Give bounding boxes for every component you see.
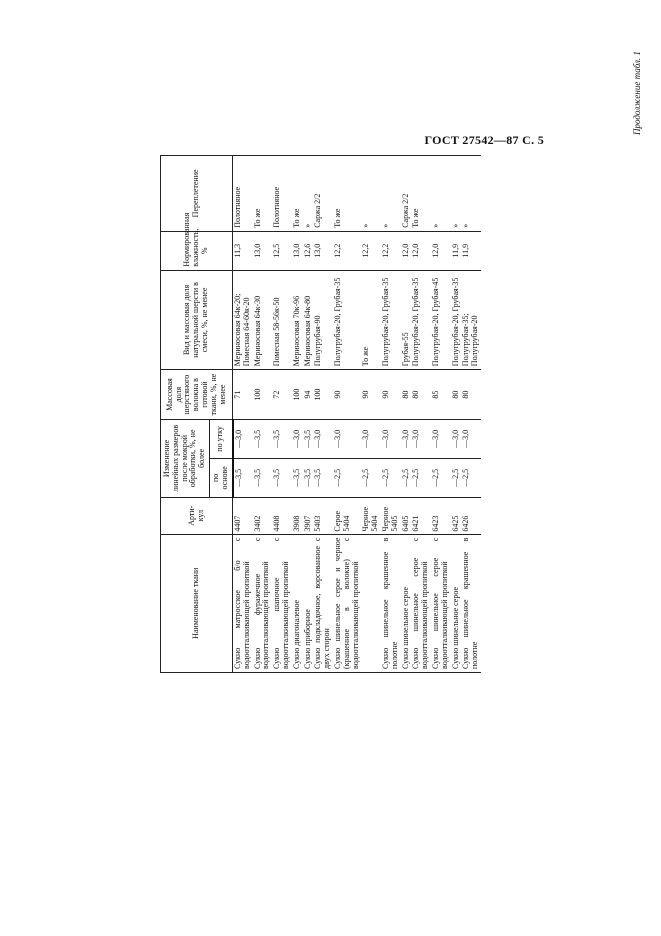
cell-moisture: 12,5 — [272, 231, 292, 270]
cell-warp: —2,5 — [451, 458, 462, 497]
cell-name: Сукно шинельное серое и черное (крашенное в волокне) с водоотталкивающей пропиткой — [333, 534, 361, 672]
cell-name: Сукно шинельное серое с водоотталкивающей пропиткой — [411, 534, 431, 672]
cell-article: 3402 — [253, 497, 273, 534]
cell-moisture: 12,0 — [411, 231, 431, 270]
cell-wool: Полугрубая-20, Грубая-35 — [411, 270, 431, 370]
table-row — [272, 156, 292, 673]
table-row — [461, 156, 481, 673]
cell-name: Сукно шинельное серое — [451, 534, 462, 672]
cell-weft: —3,0 — [451, 419, 462, 458]
cell-weft: —3,5 — [272, 419, 292, 458]
cell-name: Сукно шапочное с водоотталкивающей пропиткой — [272, 534, 292, 672]
cell-moisture: 11,9 — [461, 231, 481, 270]
cell-wool: Помесная 58-56к-50 — [272, 270, 292, 370]
cell-wool: Мериносовая 64к-30 — [253, 270, 273, 370]
cell-moisture: 13,0 — [292, 231, 303, 270]
cell-warp: —3,5 — [313, 458, 333, 497]
col-mass-header: Массовая доля шерстяного волокна в готовой ткани, %, не менее — [161, 370, 233, 420]
cell-weave: То же — [411, 156, 431, 232]
cell-article: 6426 — [461, 497, 481, 534]
cell-mass: 100 — [313, 370, 333, 420]
cell-warp: —2,5 — [431, 458, 451, 497]
cell-weave: То же — [333, 156, 361, 232]
cell-article: 6405 — [401, 497, 412, 534]
col-article-header: Арти-кул — [161, 497, 233, 534]
cell-weave: Полотняное — [272, 156, 292, 232]
fabric-specs-table — [160, 155, 481, 673]
cell-mass: 90 — [381, 370, 401, 420]
cell-weft: —3,0 — [333, 419, 361, 458]
cell-name: Сукно шинельное серое — [401, 534, 412, 672]
table-row — [233, 156, 253, 673]
cell-wool: То же — [361, 270, 381, 370]
cell-name: Сукно матросское б/о с водоотталкивающей пропиткой — [233, 534, 253, 672]
cell-wool: Полугрубая-20, Грубая-45 — [431, 270, 451, 370]
cell-mass: 80 — [461, 370, 481, 420]
cell-warp: —2,5 — [411, 458, 431, 497]
cell-warp: —2,5 — [361, 458, 381, 497]
table-row — [292, 156, 303, 673]
cell-mass: 90 — [361, 370, 381, 420]
table-row — [333, 156, 361, 673]
cell-weft: —3,5 — [303, 419, 314, 458]
table-body — [233, 156, 481, 673]
table-header — [161, 156, 233, 673]
cell-name: Сукно приборное — [303, 534, 314, 672]
cell-article: 6425 — [451, 497, 462, 534]
cell-name: Сукно шинельное серое с водоотталкивающей пропиткой — [431, 534, 451, 672]
cell-warp: —3,5 — [233, 458, 253, 497]
table-row — [313, 156, 333, 673]
cell-wool: Полугрубая-90 — [313, 270, 333, 370]
cell-name: Сукно шинельное крашенное в полотне — [381, 534, 401, 672]
cell-weft: —3,0 — [461, 419, 481, 458]
cell-article: Серое 5404 — [333, 497, 361, 534]
cell-article: 6423 — [431, 497, 451, 534]
cell-article: 4408 — [272, 497, 292, 534]
cell-weft: —3,5 — [253, 419, 273, 458]
cell-mass: 80 — [411, 370, 431, 420]
cell-wool: Мериносовая 70к-96 — [292, 270, 303, 370]
table-row — [401, 156, 412, 673]
cell-article: Черное 5405 — [381, 497, 401, 534]
cell-weave: Полотняное — [233, 156, 253, 232]
cell-moisture: 12,2 — [361, 231, 381, 270]
cell-moisture: 12,0 — [401, 231, 412, 270]
cell-wool: Полугрубая-35; Полугрубая-20 — [461, 270, 481, 370]
cell-mass: 100 — [292, 370, 303, 420]
cell-weave: » — [361, 156, 381, 232]
cell-mass: 80 — [401, 370, 412, 420]
cell-mass: 85 — [431, 370, 451, 420]
cell-wool: Грубая-55 — [401, 270, 412, 370]
cell-name: Сукно диагоналевое — [292, 534, 303, 672]
table-row — [253, 156, 273, 673]
cell-article: Черное 5404 — [361, 497, 381, 534]
cell-weft: —3,0 — [313, 419, 333, 458]
cell-weave: То же — [292, 156, 303, 232]
cell-weft: —3,0 — [361, 419, 381, 458]
cell-article: 4407 — [233, 497, 253, 534]
cell-wool: Мериносовая 64к-20; Помесная 64-60к-20 — [233, 270, 253, 370]
table-continuation-label: Продолжение табл. 1 — [632, 51, 642, 135]
cell-name: Сукно подкладочное, ворсованное с двух сторон — [313, 534, 333, 672]
cell-moisture: 12,2 — [381, 231, 401, 270]
cell-warp: —2,5 — [461, 458, 481, 497]
cell-weft: —3,0 — [381, 419, 401, 458]
cell-mass: 94 — [303, 370, 314, 420]
cell-warp: —2,5 — [401, 458, 412, 497]
col-weft-header: по утку — [209, 419, 232, 458]
cell-mass: 90 — [333, 370, 361, 420]
cell-moisture: 11,3 — [233, 231, 253, 270]
cell-name: Сукно шинельное крашенное в полотне — [461, 534, 481, 672]
table-row — [361, 156, 381, 673]
cell-article: 5403 — [313, 497, 333, 534]
col-warp-header: по основе — [209, 458, 232, 497]
cell-article: 6421 — [411, 497, 431, 534]
cell-weft: —3,0 — [401, 419, 412, 458]
cell-weave: » — [303, 156, 314, 232]
cell-warp: —3,5 — [253, 458, 273, 497]
cell-weave: То же — [253, 156, 273, 232]
cell-warp: —3,5 — [272, 458, 292, 497]
cell-weave: » — [451, 156, 462, 232]
cell-mass: 80 — [451, 370, 462, 420]
cell-mass: 71 — [233, 370, 253, 420]
cell-wool: Полугрубая-20, Грубая-35 — [381, 270, 401, 370]
cell-weave: Саржа 2/2 — [313, 156, 333, 232]
cell-weft: —3,0 — [411, 419, 431, 458]
fabric-specs-table-wrapper — [160, 155, 630, 673]
cell-mass: 72 — [272, 370, 292, 420]
cell-weft: —3,0 — [233, 419, 253, 458]
cell-weft: —3,0 — [431, 419, 451, 458]
table-row — [381, 156, 401, 673]
cell-warp: —3,5 — [303, 458, 314, 497]
cell-weft: —3,0 — [292, 419, 303, 458]
cell-warp: —2,5 — [333, 458, 361, 497]
cell-weave: » — [431, 156, 451, 232]
col-name-header: Наименование ткани — [161, 534, 233, 672]
cell-moisture: 11,9 — [451, 231, 462, 270]
table-row — [303, 156, 314, 673]
table-row — [411, 156, 431, 673]
cell-article: 3907 — [303, 497, 314, 534]
col-moisture-header: Нормированная влажность, % — [161, 231, 233, 270]
col-weave-header: Переплетение — [161, 156, 233, 232]
cell-article: 3908 — [292, 497, 303, 534]
cell-mass: 100 — [253, 370, 273, 420]
cell-weave: Саржа 2/2 — [401, 156, 412, 232]
cell-moisture: 12,2 — [333, 231, 361, 270]
cell-moisture: 12,6 — [303, 231, 314, 270]
cell-weave: » — [461, 156, 481, 232]
cell-weave: » — [381, 156, 401, 232]
cell-warp: —3,5 — [292, 458, 303, 497]
gost-page-header: ГОСТ 27542—87 С. 5 — [424, 133, 544, 147]
cell-wool: Полугрубая-20, Грубая-35 — [333, 270, 361, 370]
cell-moisture: 13,0 — [253, 231, 273, 270]
col-wool-header: Вид и массовая доля натуральной шерсти в смеси, %, не менее — [161, 270, 233, 370]
cell-wool: Полугрубая-20, Грубая-35 — [451, 270, 462, 370]
cell-name — [361, 534, 381, 672]
col-change-header: Изменение линейных размеров после мокрой обработки, %, не более — [161, 419, 210, 497]
cell-warp: —2,5 — [381, 458, 401, 497]
cell-name: Сукно фуражечное с водоотталкивающей пропиткой — [253, 534, 273, 672]
cell-wool: Мериносовая 64к-80 — [303, 270, 314, 370]
table-row — [431, 156, 451, 673]
table-row — [451, 156, 462, 673]
cell-moisture: 12,0 — [431, 231, 451, 270]
cell-moisture: 13,0 — [313, 231, 333, 270]
